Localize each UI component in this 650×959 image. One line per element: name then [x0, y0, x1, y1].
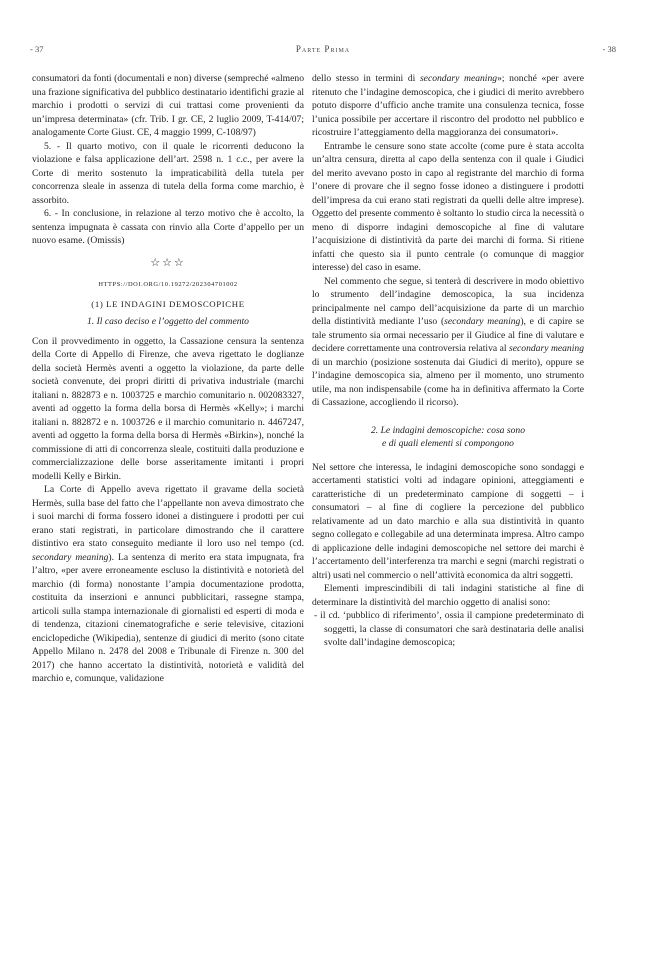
running-title: Parte Prima [295, 44, 351, 54]
paragraph: La Corte di Appello aveva rigettato il gravame della società Hermès, sulla base del fatto che l’appellante non aveva dimostrato che i suoi marchi di forma fossero idonei a distinguere i prodotti per cui erano stati registrati, in particolare dimostrando che il carattere distintivo era stato conseguito mediante il loro uso nel tempo (cd. secondary meaning). La sentenza di merito era stata impugnata, fra l’altro, «per avere erroneamente escluso la distintività e notorietà del marchio (di forma) nonostante l’ampia documentazione prodotta, costituita da inserzioni e annunci pubblicitari, rassegne stampa, articoli sulla stampa internazionale di giornalisti ed esperti di moda e di tendenza, citazioni cinematografiche e serie televisive, citazioni enciclopediche (Wikipedia), sentenze di giudici di merito (sono citate Appello Milano n. 2478 del 2008 e Tribunale di Firenze n. 300 del 2017) che hanno accertato la distintività, notorietà e validità del marchio e, comunque, validazione [32, 484, 305, 684]
page-number-left: - 37 [30, 44, 44, 54]
right-column [312, 72, 584, 650]
paragraph: dello stesso in termini di secondary meaning»; nonché «per avere ritenuto che l’indagine demoscopica, che i giudici di merito avrebbero potuto disporre d’ufficio anche tramite una consulenza tecnica, fosse l’unica possibile per accertare il riscontro del prodotto nel pubblico e ricostruire l’atteggiamento della maggioranza dei consumatori». [312, 73, 584, 138]
left-column [32, 72, 304, 686]
list-item: - il cd. ‘pubblico di riferimento’, ossia il campione predeterminato di soggetti, la classe di consumatori che sarà destinataria delle analisi svolte dall’indagine demoscopica; [314, 610, 584, 648]
paragraph: 5. - Il quarto motivo, con il quale le ricorrenti deducono la violazione e falsa applicazione dell’art. 2598 n. 1 c.c., per avere la Corte di merito sostenuto la impraticabilità della tutela per concorrenza sleale in assenza di tutela della forma come marchio, è assorbito. [32, 140, 304, 206]
page-number-right: - 38 [602, 44, 616, 54]
doi-link[interactable]: HTTPS://DOI.ORG/10.19272/202304701002 [98, 281, 238, 288]
paragraph: Nel commento che segue, si tenterà di descrivere in modo obiettivo lo strumento dell’indagine demoscopica, la sua incidenza principalmente nel campo dell’acquisizione da parte di un marchio della distintività mediante l’uso (secondary meaning), e di capire se tale strumento sia ormai necessario per il Giudice al fine di valutare e decidere correttamente una controversia relativa al secondary meaning di un marchio (posizione sostenuta dai Giudici di merito), oppure se l’indagine demoscopica sia, almeno per il momento, uno strumento utile, ma non indispensabile (come ha in definitiva affermato la Corte di Cassazione, accogliendo il ricorso). [312, 275, 584, 408]
paragraph: consumatori da fonti (documentali e non) diverse (sempreché «almeno una frazione significativa del pubblico destinatario identifichi grazie al marchio i prodotti o servizi di cui trattasi come provenienti da un’impresa determinata» (cfr. Trib. I gr. CE, 2 luglio 2009, T-414/07; analogamente Corte Giust. CE, 4 maggio 1999, C-108/97) [32, 73, 304, 138]
paragraph: Con il provvedimento in oggetto, la Cassazione censura la sentenza della Corte di Appello di Firenze, che aveva rigettato le doglianze della società Hermès aventi a oggetto la violazione, da parte delle società convenute, dei propri diritti di privativa industriale (marchi italiani n. 882873 e n. 1003725 e marchio comunitario n. 002083327, aventi ad oggetto la forma della borsa di Hermès «Kelly»; i marchi italiani n. 882872 e n. 1003726 e il marchio comunitario n. 4467247, aventi ad oggetto la forma della borsa di Hermès «Birkin»), nonché la commissione di atti di concorrenza sleale, costituiti dalla produzione e commercializzazione delle borse asseritamente imitanti i propri modelli Kelly e Birkin. [32, 335, 304, 482]
paragraph: Nel settore che interessa, le indagini demoscopiche sono sondaggi e accertamenti statistici volti ad indagare opinioni, atteggiamenti e caratteristiche di un predeterminato campione di soggetti – i consumatori – al fine di cogliere la percezione del pubblico relativamente ad un dato marchio e alla sua distintività in quanto segno collegato e collegabile ad una determinata impresa. Altro campo di applicazione delle indagini demoscopiche nel settore dei marchi è l’accertamento dell’interferenza tra marchi e segni (marchi registrati o altri) usati nel commercio o nell’attività economica da altri soggetti. [312, 461, 584, 581]
subsection-heading: 2. Le indagini demoscopiche: cosa sono e di quali elementi si compongono [370, 424, 525, 449]
running-header [30, 44, 616, 58]
paragraph: Elementi imprescindibili di tali indagini statistiche al fine di determinare la distintività del marchio oggetto di analisi sono: [312, 583, 584, 608]
subsection-heading: 1. Il caso deciso e l’oggetto del commento [87, 316, 249, 327]
paragraph: Entrambe le censure sono state accolte (come pure è stata accolta un’altra censura, diretta al capo della sentenza con il quale i Giudici del merito avevano posto in capo al registrante del marchio di forma l’onere di provare che il segno fosse idoneo a distinguere i prodotti dell’impresa da cui erano stati registrati da quelli delle altre imprese). Oggetto del presente commento è soltanto lo studio circa la necessità o meno di disporre indagini demoscopiche al fine di valutare l’acquisizione di distintività da parte dei marchi di forma. Si ritiene infatti che questo sia il punto centrale (o comunque di maggior interesse) del caso in esame. [312, 140, 585, 273]
section-heading: (1) LE INDAGINI DEMOSCOPICHE [91, 298, 245, 309]
section-separator-stars: ☆☆☆ [150, 256, 186, 269]
paragraph: 6. - In conclusione, in relazione al terzo motivo che è accolto, la sentenza impugnata è cassata con rinvio alla Corte d’appello per un nuovo esame. (Omissis) [32, 208, 304, 246]
